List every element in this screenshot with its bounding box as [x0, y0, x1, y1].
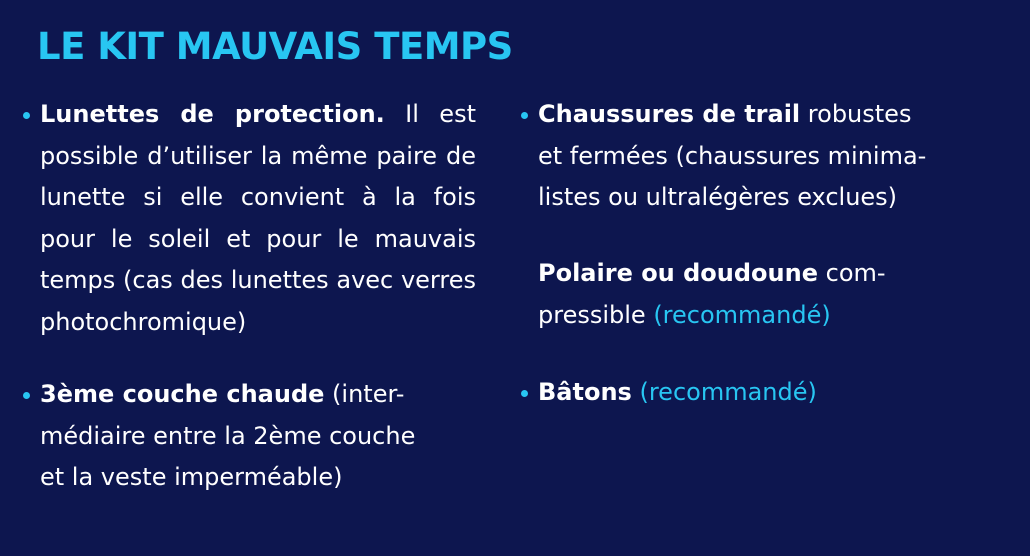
bullet-dot-icon	[23, 392, 30, 399]
page-title: LE KIT MAUVAIS TEMPS	[37, 25, 513, 68]
recommended-note: (recommandé)	[653, 300, 831, 329]
item-text	[538, 253, 968, 336]
item-description-line3: et la veste imperméable)	[40, 463, 343, 491]
bullet-dot-icon	[521, 112, 528, 119]
item-description-line3: listes ou ultralégères exclues)	[538, 183, 898, 211]
bullet-dot-icon	[521, 390, 528, 397]
list-item-polaire	[538, 253, 968, 336]
item-bold-label: 3ème couche chaude	[40, 380, 325, 408]
item-description-line2: et fermées (chaussures minima-	[538, 141, 927, 170]
item-description: com-	[818, 259, 886, 287]
item-text	[40, 374, 460, 499]
item-description: (inter-	[324, 380, 405, 408]
item-text	[40, 94, 476, 343]
list-item-chaussures	[538, 94, 968, 219]
list-item-couche	[40, 374, 460, 499]
item-bold-label: Lunettes de protection.	[40, 100, 385, 128]
recommended-note: (recommandé)	[639, 378, 817, 406]
item-bold-label: Polaire ou doudoune	[538, 259, 818, 287]
item-description: robustes	[800, 100, 912, 128]
item-description-line2: médiaire entre la 2ème couche	[40, 421, 416, 450]
list-item-lunettes	[40, 94, 476, 343]
item-text	[538, 372, 968, 414]
list-item-batons	[538, 372, 968, 414]
item-text	[538, 94, 968, 219]
item-description: Il est possible d’utiliser la même paire de lunette si elle convient à la fois pour le soleil et pour le mauvais temps (cas des lunettes avec verres photochromique)	[40, 100, 476, 336]
item-bold-label: Bâtons	[538, 378, 632, 406]
item-description-line2: pressible	[538, 300, 654, 329]
bullet-dot-icon	[23, 112, 30, 119]
item-bold-label: Chaussures de trail	[538, 100, 801, 128]
